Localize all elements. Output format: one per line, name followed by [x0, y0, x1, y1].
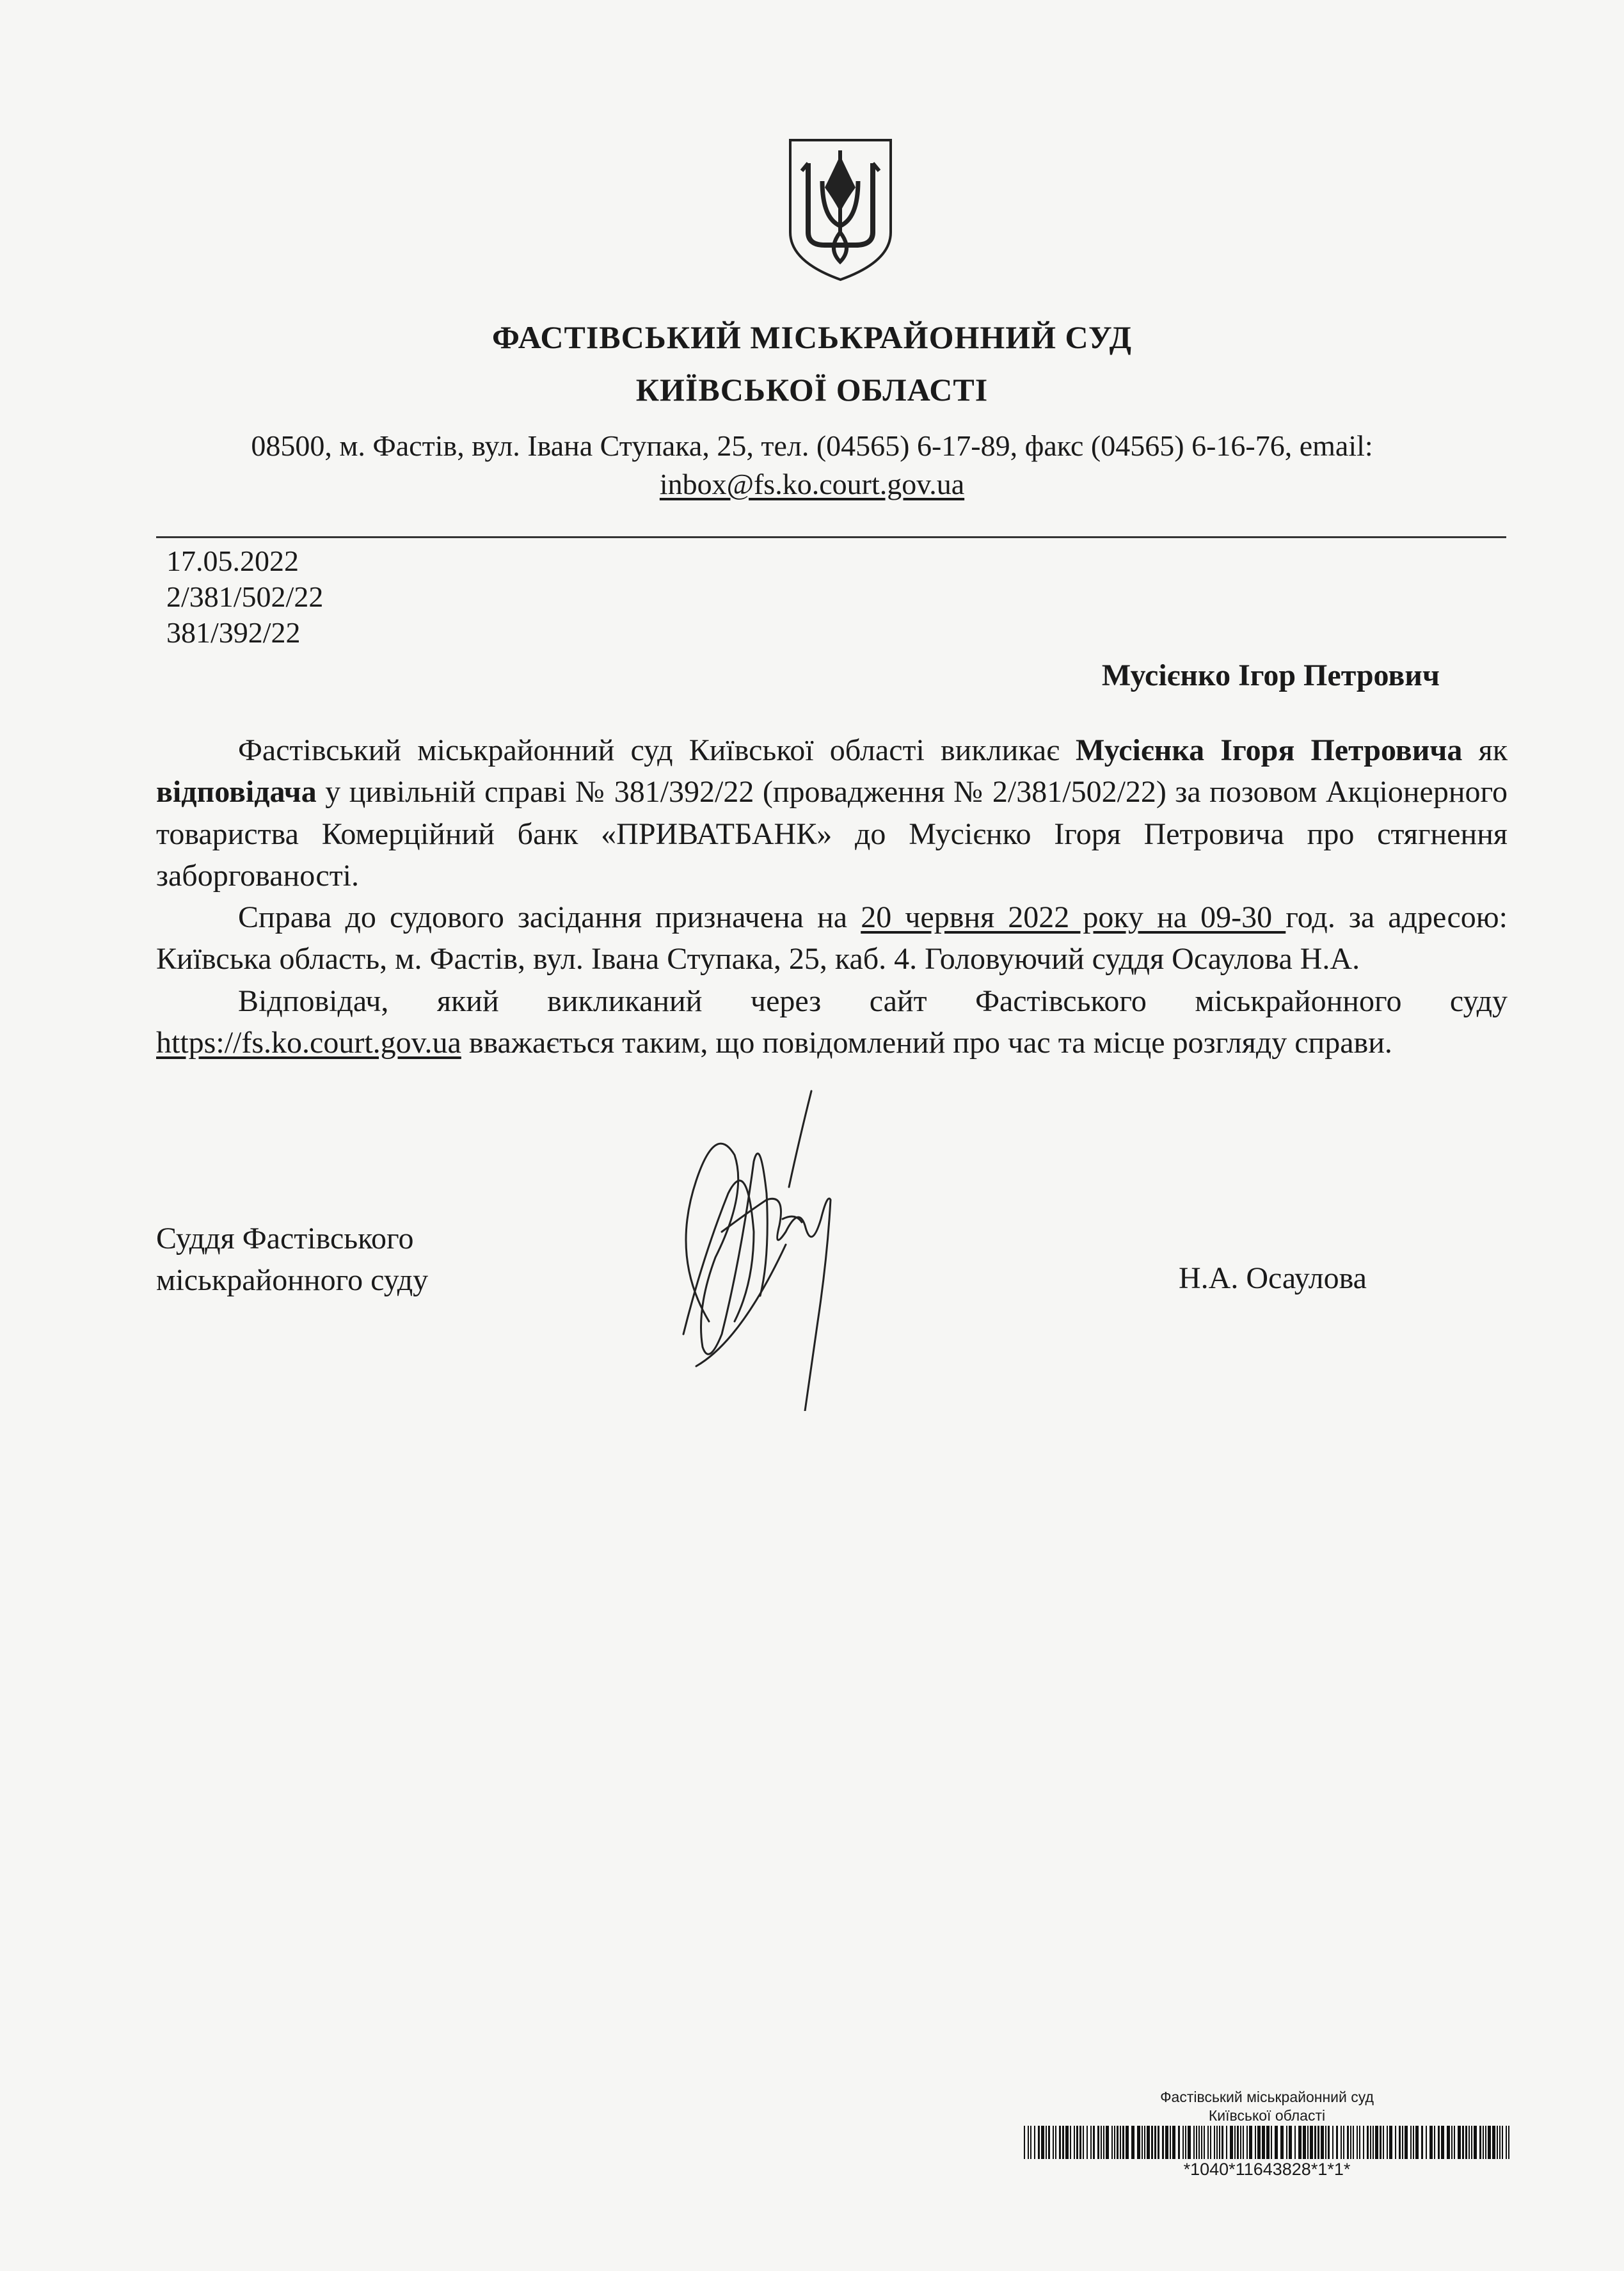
judge-title: Суддя Фастівського міськрайонного суду: [156, 1222, 429, 1298]
letter-body: [156, 729, 1508, 1064]
hearing-date: 20 червня 2022 року на 09-30: [861, 900, 1286, 935]
court-region: КИЇВСЬКОЇ ОБЛАСТІ: [635, 372, 989, 408]
paragraph-notice: Відповідач, який викликаний через сайт Фастівського міськрайонного суду https://fs.ko.court.gov.ua вважається таким, що повідомлений про час та місце розгляду справи.: [156, 984, 1508, 1060]
header-divider: [156, 536, 1506, 538]
proceeding-number: 2/381/502/22: [166, 580, 324, 613]
paragraph-summons: Фастівський міськрайонний суд Київської області викликає Мусієнка Ігоря Петровича як відповідача у цивільній справі № 381/392/22 (провадження № 2/381/502/22) за позовом Акціонерного товариства Комерційний банк «ПРИВАТБАНК» до Мусієнко Ігоря Петровича про стягнення заборгованості.: [156, 733, 1508, 893]
defendant-role: відповідача: [156, 775, 317, 809]
court-website-link[interactable]: https://fs.ko.court.gov.ua: [156, 1025, 461, 1060]
addressee-name: Мусієнко Ігор Петрович: [1101, 658, 1440, 692]
handwritten-signature: [658, 1065, 856, 1411]
court-name: ФАСТІВСЬКИЙ МІСЬКРАЙОННИЙ СУД: [491, 319, 1133, 355]
defendant-name: Мусієнка Ігоря Петровича: [1076, 733, 1463, 767]
footer-court-stamp: Фастівський міськрайонний суд Київської області: [1160, 2089, 1374, 2124]
judge-name: Н.А. Осаулова: [1179, 1261, 1367, 1295]
court-address: 08500, м. Фастів, вул. Івана Ступака, 25, тел. (04565) 6-17-89, факс (04565) 6-16-76, email:: [251, 429, 1373, 462]
barcode-number: *1040*11643828*1*1*: [1183, 2160, 1351, 2179]
court-email-link[interactable]: inbox@fs.ko.court.gov.ua: [659, 468, 965, 500]
barcode: [1024, 2126, 1513, 2159]
coat-of-arms-icon: [786, 136, 895, 283]
paragraph-hearing: Справа до судового засідання призначена на 20 червня 2022 року на 09-30 год. за адресою: Київська область, м. Фастів, вул. Івана Ступака, 25, каб. 4. Головуючий суддя Осаулова Н.А.: [156, 900, 1508, 976]
case-number: 381/392/22: [166, 616, 301, 649]
letter-date: 17.05.2022: [166, 545, 299, 577]
